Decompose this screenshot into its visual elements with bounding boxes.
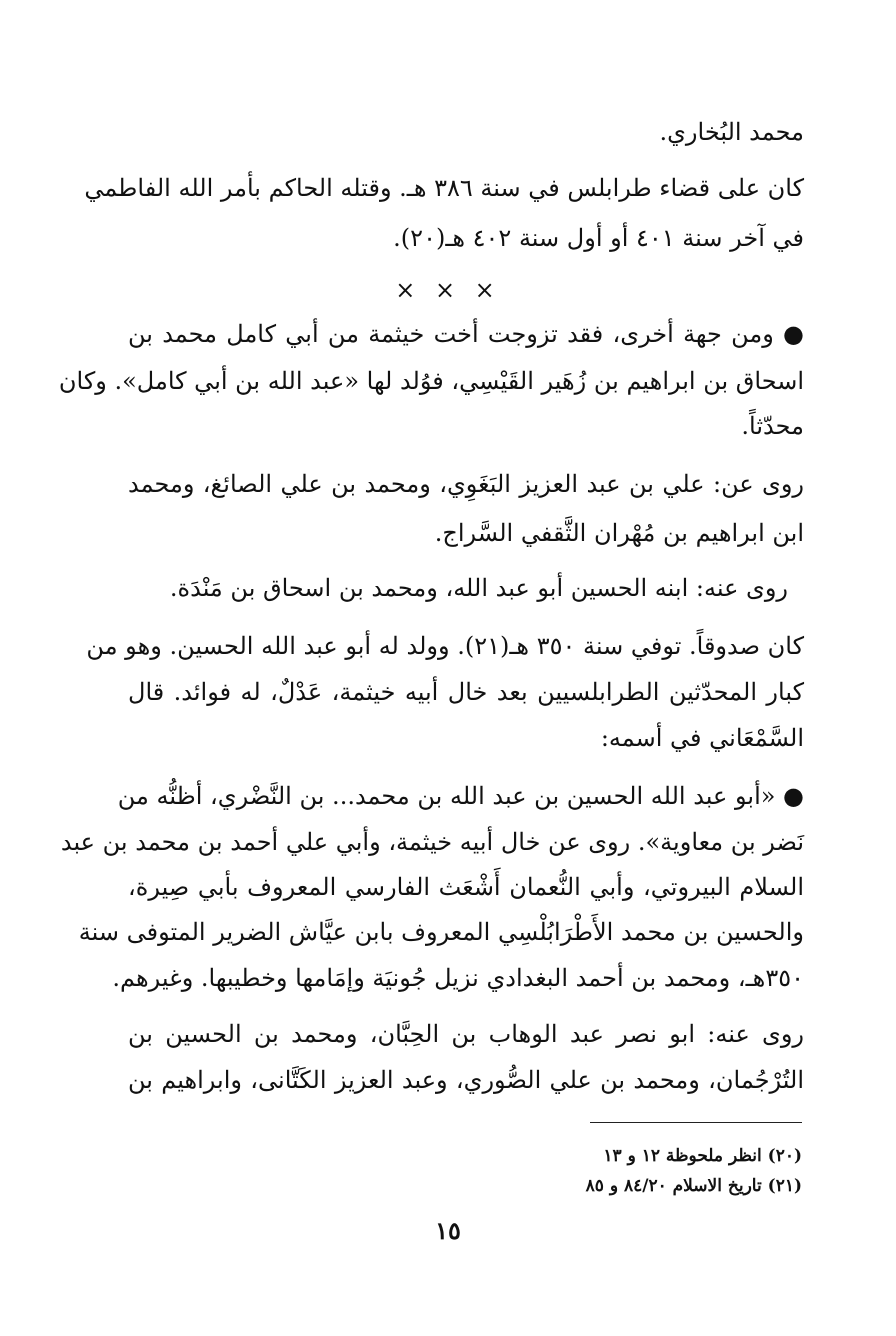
text-line-17: ٣٥٠هـ، ومحمد بن أحمد البغدادي نزيل جُونيَة وإمَامها وخطيبها. وغيرهم.: [112, 964, 804, 992]
text-line-1: محمد البُخاري.: [659, 118, 804, 146]
text-line-10: كان صدوقاً. توفي سنة ٣٥٠ هـ(٢١). وولد له أبو عبد الله الحسين. وهو من: [86, 632, 804, 660]
text-line-6: محدّثاً.: [741, 412, 804, 440]
text-line-11: كبار المحدّثين الطرابلسيين بعد خال أبيه خيثمة، عَدْلٌ، له فوائد. قال: [128, 678, 804, 706]
text-line-15: السلام البيروتي، وأبي النُّعمان أَشْعَث الفارسي المعروف بأبي صِيرة،: [128, 873, 804, 901]
footnote-21: (٢١) تاريخ الاسلام ٨٤/٢٠ و ٨٥: [585, 1176, 802, 1196]
footnote-20: (٢٠) انظر ملحوظة ١٢ و ١٣: [603, 1146, 802, 1166]
text-line-18: روى عنه: ابو نصر عبد الوهاب بن الحِبَّان، ومحمد بن الحسين بن: [128, 1020, 805, 1048]
text-line-14: نَضر بن معاوية». روى عن خال أبيه خيثمة، وأبي علي أحمد بن محمد بن عبد: [60, 828, 804, 856]
page-number: ١٥: [435, 1216, 461, 1245]
text-line-2: كان على قضاء طرابلس في سنة ٣٨٦ هـ. وقتله الحاكم بأمر الله الفاطمي: [84, 174, 804, 202]
text-line-13: ● «أبو عبد الله الحسين بن عبد الله بن محمد... بن النَّضْري، أظنُّه من: [117, 782, 804, 810]
text-line-9: روى عنه: ابنه الحسين أبو عبد الله، ومحمد بن اسحاق بن مَنْدَة.: [169, 574, 788, 602]
text-line-3: في آخر سنة ٤٠١ أو أول سنة ٤٠٢ هـ(٢٠).: [393, 224, 804, 252]
text-line-19: التُرْجُمان، ومحمد بن علي الصُّوري، وعبد العزيز الكَتَّانى، وابراهيم بن: [128, 1066, 804, 1094]
footnote-divider: [590, 1122, 802, 1123]
text-line-7: روى عن: علي بن عبد العزيز البَغَوِي، ومحمد بن علي الصائغ، ومحمد: [128, 470, 804, 498]
text-line-8: ابن ابراهيم بن مُهْران الثَّقفي السَّراج.: [434, 519, 804, 547]
text-line-16: والحسين بن محمد الأَطْرَابُلْسِي المعروف بابن عيَّاش الضرير المتوفى سنة: [78, 918, 804, 946]
text-line-4: ● ومن جهة أخرى، فقد تزوجت أخت خيثمة من أبي كامل محمد بن: [128, 320, 804, 348]
text-line-12: السَّمْعَاني في أسمه:: [600, 724, 804, 752]
text-line-5: اسحاق بن ابراهيم بن زُهَير القَيْسِي، فوُلد لها «عبد الله بن أبي كامل». وكان: [58, 367, 804, 395]
section-separator: × × ×: [395, 276, 501, 304]
